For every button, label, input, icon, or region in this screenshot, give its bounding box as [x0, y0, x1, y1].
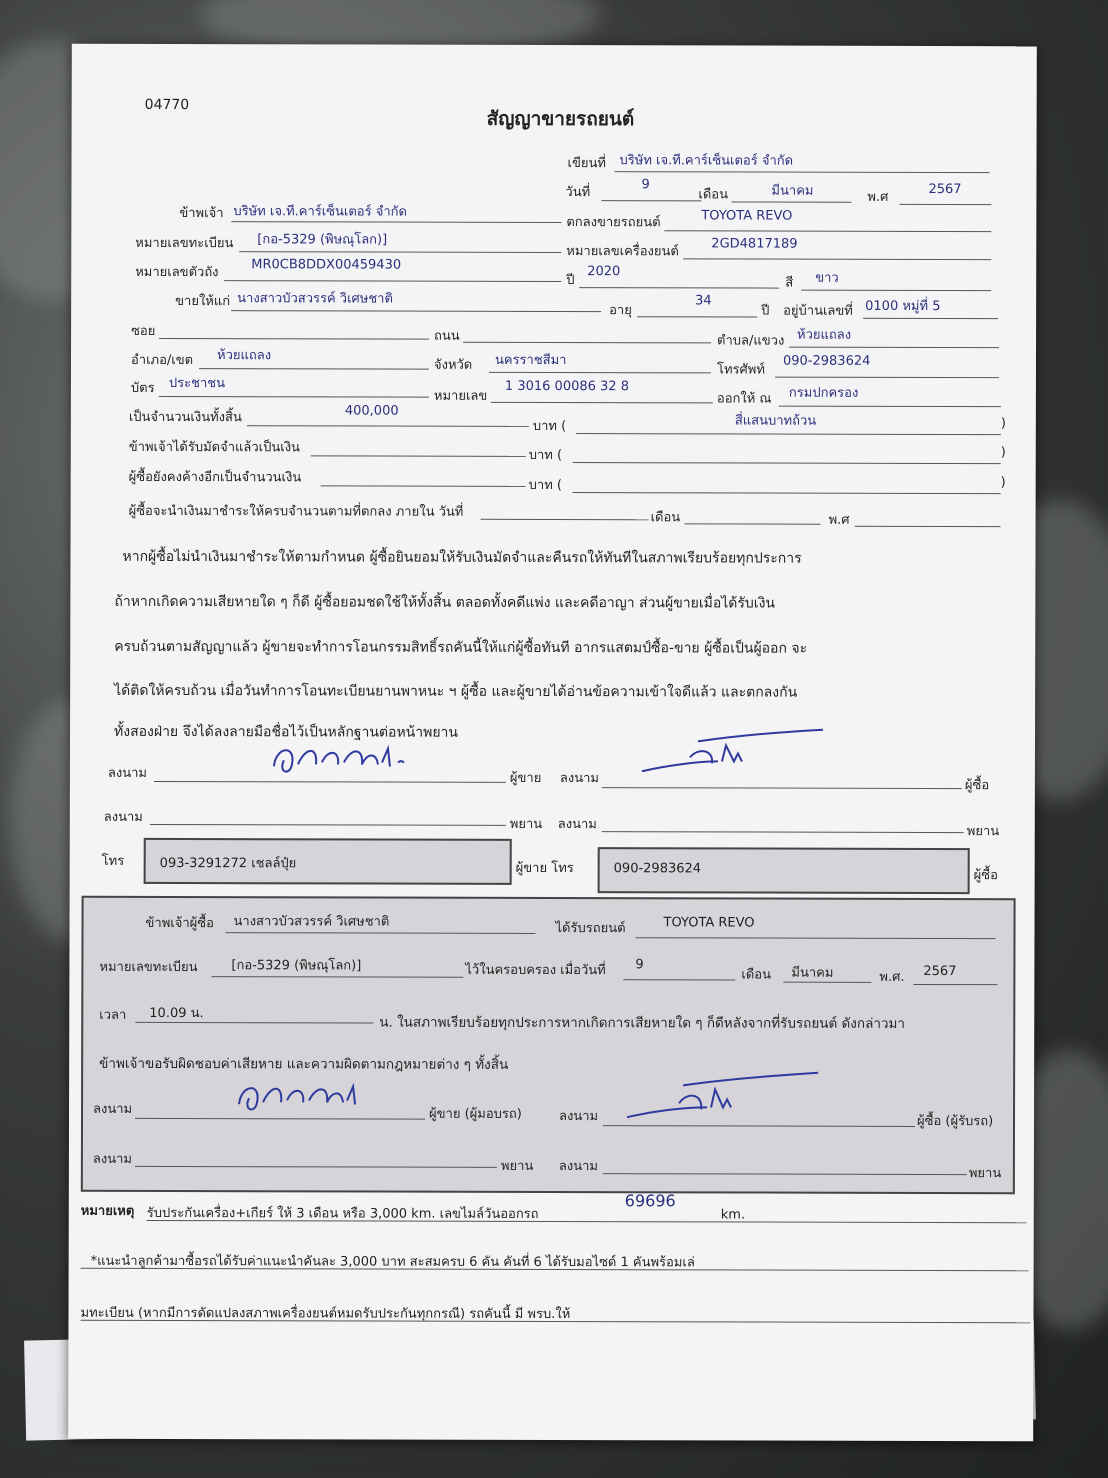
card-value: ประชาชน	[168, 375, 226, 392]
field-line	[863, 318, 998, 319]
field-line	[239, 251, 561, 253]
seller-deliver-role: ผู้ขาย (ผู้มอบรถ)	[429, 1106, 522, 1122]
field-line	[685, 523, 821, 524]
note-line3: มทะเบียน (หากมีการดัดแปลงสภาพเครื่องยนต์หมดรับประกันทุกกรณี) รถคันนี้ มี พรบ.ให้	[80, 1305, 571, 1323]
age-unit: ปี	[761, 303, 770, 319]
receipt-year-label: พ.ศ.	[879, 969, 905, 985]
phone-value: 090-2983624	[782, 353, 871, 369]
total-amount-label: เป็นจำนวนเงินทั้งสิ้น	[128, 409, 242, 426]
engine-no-value: 2GD4817189	[711, 236, 798, 252]
receipt-line2: ข้าพเจ้าขอรับผิดชอบค่าเสียหาย และความผิดตามกฎหมายต่าง ๆ ทั้งสิ้น	[99, 1055, 509, 1073]
receipt-possess-label: ไว้ในครอบครอง เมื่อวันที่	[465, 962, 606, 979]
registration-value: [กอ-5329 (พิษณุโลก)]	[257, 232, 388, 248]
page-title: สัญญาขายรถยนต์	[486, 107, 635, 131]
seller-role: ผู้ขาย	[509, 770, 542, 786]
province-value: นครราชสีมา	[494, 352, 567, 369]
note-line1: รับประกันเครื่อง+เกียร์ ให้ 3 เดือน หรือ 3,000 km. เลขไมล์วันออกรถ	[146, 1205, 539, 1222]
seller-label: ข้าพเจ้า	[179, 206, 224, 222]
field-line	[231, 310, 601, 312]
agree-sell-value: TOYOTA REVO	[701, 208, 793, 224]
date-month-label: เดือน	[698, 187, 729, 203]
deposit-label: ข้าพเจ้าได้รับมัดจำแล้วเป็นเงิน	[128, 439, 300, 456]
terms-line: ครบถ้วนตามสัญญาแล้ว ผู้ขายจะทำการโอนกรรมสิทธิ์รถคันนี้ให้แก่ผู้ซื้อทันที อากรแสตมป์ซื้อ-ขาย ผู้ซื้อเป็นผู้ออก จะ	[114, 638, 808, 657]
receipt-reg-value: [กอ-5329 (พิษณุโลก)]	[231, 958, 362, 974]
issued-by-value: กรมปกครอง	[788, 385, 859, 401]
buyer-role: ผู้ซื้อ	[964, 778, 990, 794]
sign-label: ลงนาม	[92, 1151, 133, 1167]
field-line	[603, 1173, 967, 1175]
total-amount-close: )	[1000, 416, 1006, 432]
field-line	[573, 492, 1001, 494]
field-line	[801, 290, 991, 291]
note-km: km.	[720, 1207, 746, 1223]
district-value: ห้วยแถลง	[216, 348, 272, 364]
address-value: 0100 หมู่ที่ 5	[865, 298, 941, 315]
terms-line: หากผู้ซื้อไม่นำเงินมาชำระให้ตามกำหนด ผู้ซื้อยินยอมให้รับเงินมัดจำและคืนรถให้ทันทีในสภาพเรียบร้อยทุกประการ	[122, 548, 802, 567]
chassis-no-label: หมายเลขตัวถัง	[135, 264, 219, 281]
receipt-buyer-value: นางสาวบัวสวรรค์ วิเศษชาติ	[233, 914, 390, 930]
field-line	[311, 455, 526, 457]
buyer-phone-box	[598, 847, 970, 894]
note-line2: *แนะนำลูกค้ามาซื้อรถได้รับค่าแนะนำคันละ 3,000 บาท สะสมครบ 6 คัน คันที่ 6 ได้รับมอไซด์ 1 คันพร้อมเล่	[90, 1253, 695, 1271]
field-line	[779, 406, 1001, 408]
receipt-year: 2567	[923, 963, 957, 980]
field-line	[135, 1166, 497, 1168]
field-line	[247, 425, 529, 427]
field-line	[789, 347, 999, 349]
seller-value: บริษัท เจ.ที.คาร์เซ็นเตอร์ จำกัด	[233, 204, 407, 220]
field-line	[224, 280, 561, 282]
written-at-label: เขียนที่	[567, 156, 606, 172]
field-line	[225, 932, 535, 934]
receipt-line1: น. ในสภาพเรียบร้อยทุกประการหากเกิดการเสียหายใด ๆ ก็ดีหลังจากที่รับรถยนต์ ดังกล่าวมา	[379, 1014, 906, 1032]
date-month: มีนาคม	[771, 183, 814, 199]
pay-by-year-label: พ.ศ	[828, 512, 850, 528]
card-no-value: 1 3016 00086 32 8	[504, 378, 630, 395]
balance-label: ผู้ซื้อยังคงค้างอีกเป็นจำนวนเงิน	[128, 469, 302, 486]
witness-role: พยาน	[509, 816, 543, 832]
phone-label: โทร	[101, 853, 125, 869]
date-year-label: พ.ศ	[867, 189, 889, 205]
deposit-close: )	[1000, 445, 1006, 461]
field-line	[159, 396, 429, 398]
field-line	[211, 976, 463, 978]
sign-label: ลงนาม	[93, 1101, 133, 1117]
witness-role: พยาน	[966, 824, 1000, 840]
field-line	[855, 526, 1001, 527]
color-value: ขาว	[815, 270, 839, 286]
field-line	[775, 377, 999, 379]
field-line	[899, 204, 991, 205]
deposit-unit: บาท (	[528, 447, 563, 464]
field-line	[491, 402, 713, 404]
field-line	[614, 171, 989, 173]
seller-phone-box	[144, 838, 512, 885]
sign-label: ลงนาม	[103, 809, 143, 825]
note-mileage: 69696	[624, 1191, 676, 1211]
receipt-reg-label: หมายเลขทะเบียน	[99, 959, 198, 976]
written-at-value: บริษัท เจ.ที.คาร์เซ็นเตอร์ จำกัด	[619, 153, 794, 169]
sign-label: ลงนาม	[107, 765, 148, 781]
color-label: สี	[785, 275, 794, 291]
receipt-time-label: เวลา	[99, 1007, 127, 1023]
seller-phone-label: ผู้ขาย โทร	[515, 860, 574, 877]
date-day-label: วันที่	[565, 185, 591, 201]
field-line	[601, 200, 701, 201]
note-label: หมายเหตุ	[80, 1203, 135, 1219]
seller-signature	[231, 1074, 381, 1118]
pay-by-label: ผู้ซื้อจะนำเงินมาชำระให้ครบจำนวนตามที่ตกลง ภายใน วันที่	[128, 503, 464, 520]
field-line	[159, 338, 429, 340]
field-line	[603, 1125, 915, 1127]
receipt-received-label: ได้รับรถยนต์	[555, 921, 626, 937]
sign-label: ลงนาม	[557, 817, 597, 833]
card-no-label: หมายเลข	[433, 388, 488, 404]
total-amount-words: สี่แสนบาทถ้วน	[734, 413, 817, 429]
buyer-phone-value: 090-2983624	[613, 861, 702, 877]
field-line	[573, 462, 1001, 464]
field-line	[602, 787, 962, 789]
field-line	[602, 831, 964, 833]
contract-paper	[68, 44, 1037, 1442]
receipt-day: 9	[635, 957, 644, 973]
field-line	[635, 937, 995, 939]
field-line	[150, 824, 506, 826]
year-model-value: 2020	[587, 264, 621, 280]
witness-role: พยาน	[968, 1166, 1002, 1182]
field-line	[731, 201, 851, 202]
field-line	[154, 781, 506, 783]
field-line	[321, 485, 526, 487]
buyer-signature	[638, 727, 828, 777]
seller-phone-value: 093-3291272 เชลล์ปุ๋ย	[159, 855, 297, 872]
address-label: อยู่บ้านเลขที่	[783, 303, 853, 319]
terms-line: ถ้าหากเกิดความเสียหายใด ๆ ก็ดี ผู้ซื้อยอมชดใช้ให้ทั้งสิ้น ตลอดทั้งคดีแพ่ง และคดีอาญา ส่วนผู้ขายเมื่อได้รับเงิน	[114, 593, 776, 612]
chassis-no-value: MR0CB8DDX00459430	[251, 257, 402, 273]
field-line	[481, 519, 649, 520]
total-amount-unit: บาท (	[532, 418, 567, 435]
field-line	[579, 287, 779, 289]
field-line	[664, 230, 991, 232]
buyer-value: นางสาวบัวสวรรค์ วิเศษชาติ	[237, 291, 393, 307]
receipt-car-value: TOYOTA REVO	[663, 915, 755, 931]
pay-by-month-label: เดือน	[650, 510, 681, 526]
receipt-month-label: เดือน	[741, 967, 772, 983]
receipt-month: มีนาคม	[791, 965, 834, 981]
sign-label: ลงนาม	[559, 771, 600, 787]
date-day: 9	[641, 177, 650, 193]
registration-label: หมายเลขทะเบียน	[135, 235, 234, 252]
balance-unit: บาท (	[528, 477, 563, 494]
field-line	[199, 368, 429, 370]
field-line	[623, 979, 735, 980]
buyer-signature	[623, 1069, 823, 1124]
field-line	[576, 433, 1001, 435]
total-amount-value: 400,000	[344, 403, 399, 419]
field-line	[913, 984, 997, 985]
year-model-label: ปี	[566, 273, 575, 289]
buyer-role: ผู้ซื้อ	[973, 868, 998, 884]
seller-signature	[266, 736, 416, 780]
agree-sell-label: ตกลงขายรถยนต์	[566, 215, 661, 231]
buyer-label: ขายให้แก่	[175, 294, 231, 310]
receipt-box	[81, 896, 1016, 1194]
balance-close: )	[1000, 475, 1006, 491]
road-label: ถนน	[434, 328, 460, 344]
age-label: อายุ	[609, 303, 632, 319]
age-value: 34	[695, 293, 712, 309]
date-year: 2567	[928, 181, 962, 198]
field-line	[463, 342, 711, 344]
buyer-receive-role: ผู้ซื้อ (ผู้รับรถ)	[916, 1113, 994, 1130]
field-line	[637, 316, 757, 317]
field-line	[683, 258, 991, 260]
receipt-time: 10.09 น.	[149, 1005, 204, 1022]
document-number: 04770	[144, 96, 190, 114]
sign-label: ลงนาม	[559, 1109, 599, 1125]
province-label: จังหวัด	[433, 357, 473, 373]
subdistrict-label: ตำบล/แขวง	[717, 333, 785, 349]
card-label: บัตร	[130, 380, 155, 396]
subdistrict-value: ห้วยแถลง	[797, 327, 852, 343]
district-label: อำเภอ/เขต	[130, 352, 194, 369]
soi-label: ซอย	[131, 323, 156, 339]
witness-role: พยาน	[500, 1158, 534, 1174]
sign-label: ลงนาม	[558, 1159, 598, 1175]
engine-no-label: หมายเลขเครื่องยนต์	[566, 244, 679, 260]
terms-line: ได้ติดให้ครบถ้วน เมื่อวันทำการโอนทะเบียนยานพาหนะ ฯ ผู้ซื้อ และผู้ขายได้อ่านข้อความเข้าใจดีแล้ว และตกลงกัน	[114, 682, 798, 701]
receipt-buyer-label: ข้าพเจ้าผู้ซื้อ	[145, 915, 214, 932]
issued-by-label: ออกให้ ณ	[716, 391, 772, 407]
terms-line: ทั้งสองฝ่าย จึงได้ลงลายมือชื่อไว้เป็นหลักฐานต่อหน้าพยาน	[114, 723, 459, 741]
field-line	[489, 372, 711, 374]
phone-label: โทรศัพท์	[716, 362, 765, 378]
